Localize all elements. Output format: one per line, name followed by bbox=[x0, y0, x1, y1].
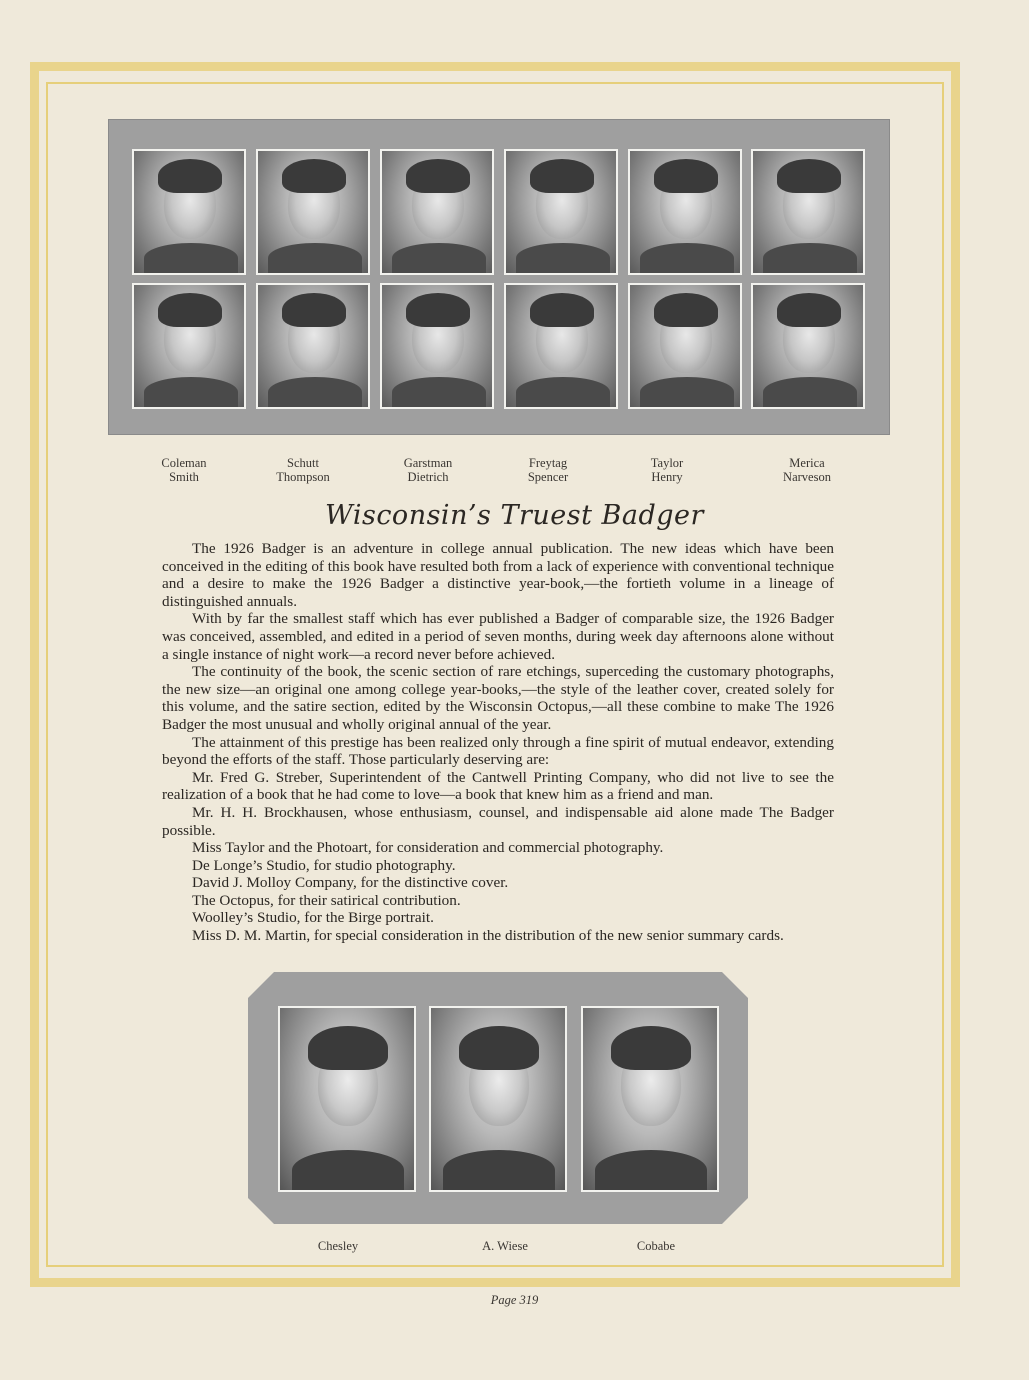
portrait-photo bbox=[132, 283, 246, 409]
portrait-photo bbox=[581, 1006, 719, 1192]
paragraph: Mr. Fred G. Streber, Superintendent of the Cantwell Printing Company, who did not live to see the realization of a book that he had come to love—a book that knew him as a friend and man. bbox=[162, 768, 834, 804]
photo-caption bbox=[747, 456, 867, 484]
portrait-photo bbox=[504, 149, 618, 275]
caption-bottom-name: Thompson bbox=[276, 470, 330, 484]
acknowledgement: The Octopus, for their satirical contribution. bbox=[192, 891, 461, 909]
photo-caption: Chesley bbox=[317, 1239, 359, 1253]
caption-top-name: Taylor bbox=[650, 456, 684, 470]
photo-caption bbox=[243, 456, 363, 484]
portrait-photo bbox=[751, 283, 865, 409]
caption-top-name: Garstman bbox=[403, 456, 453, 470]
portrait-photo bbox=[504, 283, 618, 409]
photo-caption: A. Wiese bbox=[482, 1239, 528, 1253]
bottom-photo-panel bbox=[248, 972, 748, 1224]
caption-bottom-name: Smith bbox=[169, 470, 199, 484]
photo-caption bbox=[488, 456, 608, 484]
portrait-photo bbox=[256, 283, 370, 409]
paragraph: The continuity of the book, the scenic section of rare etchings, superceding the customary photographs, the new size—an original one among college year-books,—the style of the leather cover, created solely for this volume, and the satire section, edited by the Wisconsin Octopus,—all these combine to make The 1926 Badger the most unusual and wholly original annual of the year. bbox=[162, 663, 834, 733]
photo-caption bbox=[124, 456, 244, 484]
paragraph: Mr. H. H. Brockhausen, whose enthusiasm, counsel, and indispensable aid alone made The Badger possible. bbox=[162, 803, 834, 839]
photo-caption: Cobabe bbox=[636, 1239, 676, 1253]
portrait-photo bbox=[429, 1006, 567, 1192]
caption-bottom-name: Spencer bbox=[527, 470, 569, 484]
caption-bottom-name: Narveson bbox=[783, 470, 831, 484]
portrait-photo bbox=[380, 283, 494, 409]
caption-top-name: Freytag bbox=[528, 456, 568, 470]
acknowledgement: David J. Molloy Company, for the distinctive cover. bbox=[192, 874, 509, 892]
portrait-photo bbox=[256, 149, 370, 275]
caption-top-name: Coleman bbox=[161, 456, 207, 470]
caption-bottom-name: Dietrich bbox=[407, 470, 449, 484]
photo-caption bbox=[368, 456, 488, 484]
group-photo-panel bbox=[108, 119, 890, 435]
caption-top-name: Schutt bbox=[287, 456, 319, 470]
page-title: Wisconsin’s Truest Badger bbox=[325, 500, 704, 531]
photo-caption bbox=[607, 456, 727, 484]
page-number: Page 319 bbox=[490, 1293, 539, 1307]
acknowledgement: Woolley’s Studio, for the Birge portrait. bbox=[192, 909, 434, 927]
paragraph: With by far the smallest staff which has ever published a Badger of comparable size, the 1926 Badger was conceived, assembled, and edited in a period of seven months, during week day afternoons alone without a single instance of night work—a record never before achieved. bbox=[162, 610, 834, 663]
paragraph: The 1926 Badger is an adventure in college annual publication. The new ideas which have been conceived in the editing of this book have resulted both from a lack of experience with conventional technique and a desire to make the 1926 Badger a distinctive year-book,—the fortieth volume in a lineage of distinguished annuals. bbox=[162, 540, 834, 610]
caption-bottom-name: Henry bbox=[651, 470, 683, 484]
acknowledgement: De Longe’s Studio, for studio photography. bbox=[192, 856, 456, 874]
portrait-photo bbox=[380, 149, 494, 275]
portrait-photo bbox=[751, 149, 865, 275]
paragraph: The attainment of this prestige has been realized only through a fine spirit of mutual endeavor, extending beyond the efforts of the staff. Those particularly deserving are: bbox=[162, 733, 834, 769]
acknowledgement: Miss D. M. Martin, for special consideration in the distribution of the new senior summary cards. bbox=[192, 927, 784, 945]
portrait-photo bbox=[628, 283, 742, 409]
acknowledgement: Miss Taylor and the Photoart, for consideration and commercial photography. bbox=[192, 839, 664, 857]
caption-top-name: Merica bbox=[789, 456, 825, 470]
portrait-photo bbox=[132, 149, 246, 275]
article-body bbox=[162, 540, 834, 945]
portrait-photo bbox=[278, 1006, 416, 1192]
portrait-photo bbox=[628, 149, 742, 275]
